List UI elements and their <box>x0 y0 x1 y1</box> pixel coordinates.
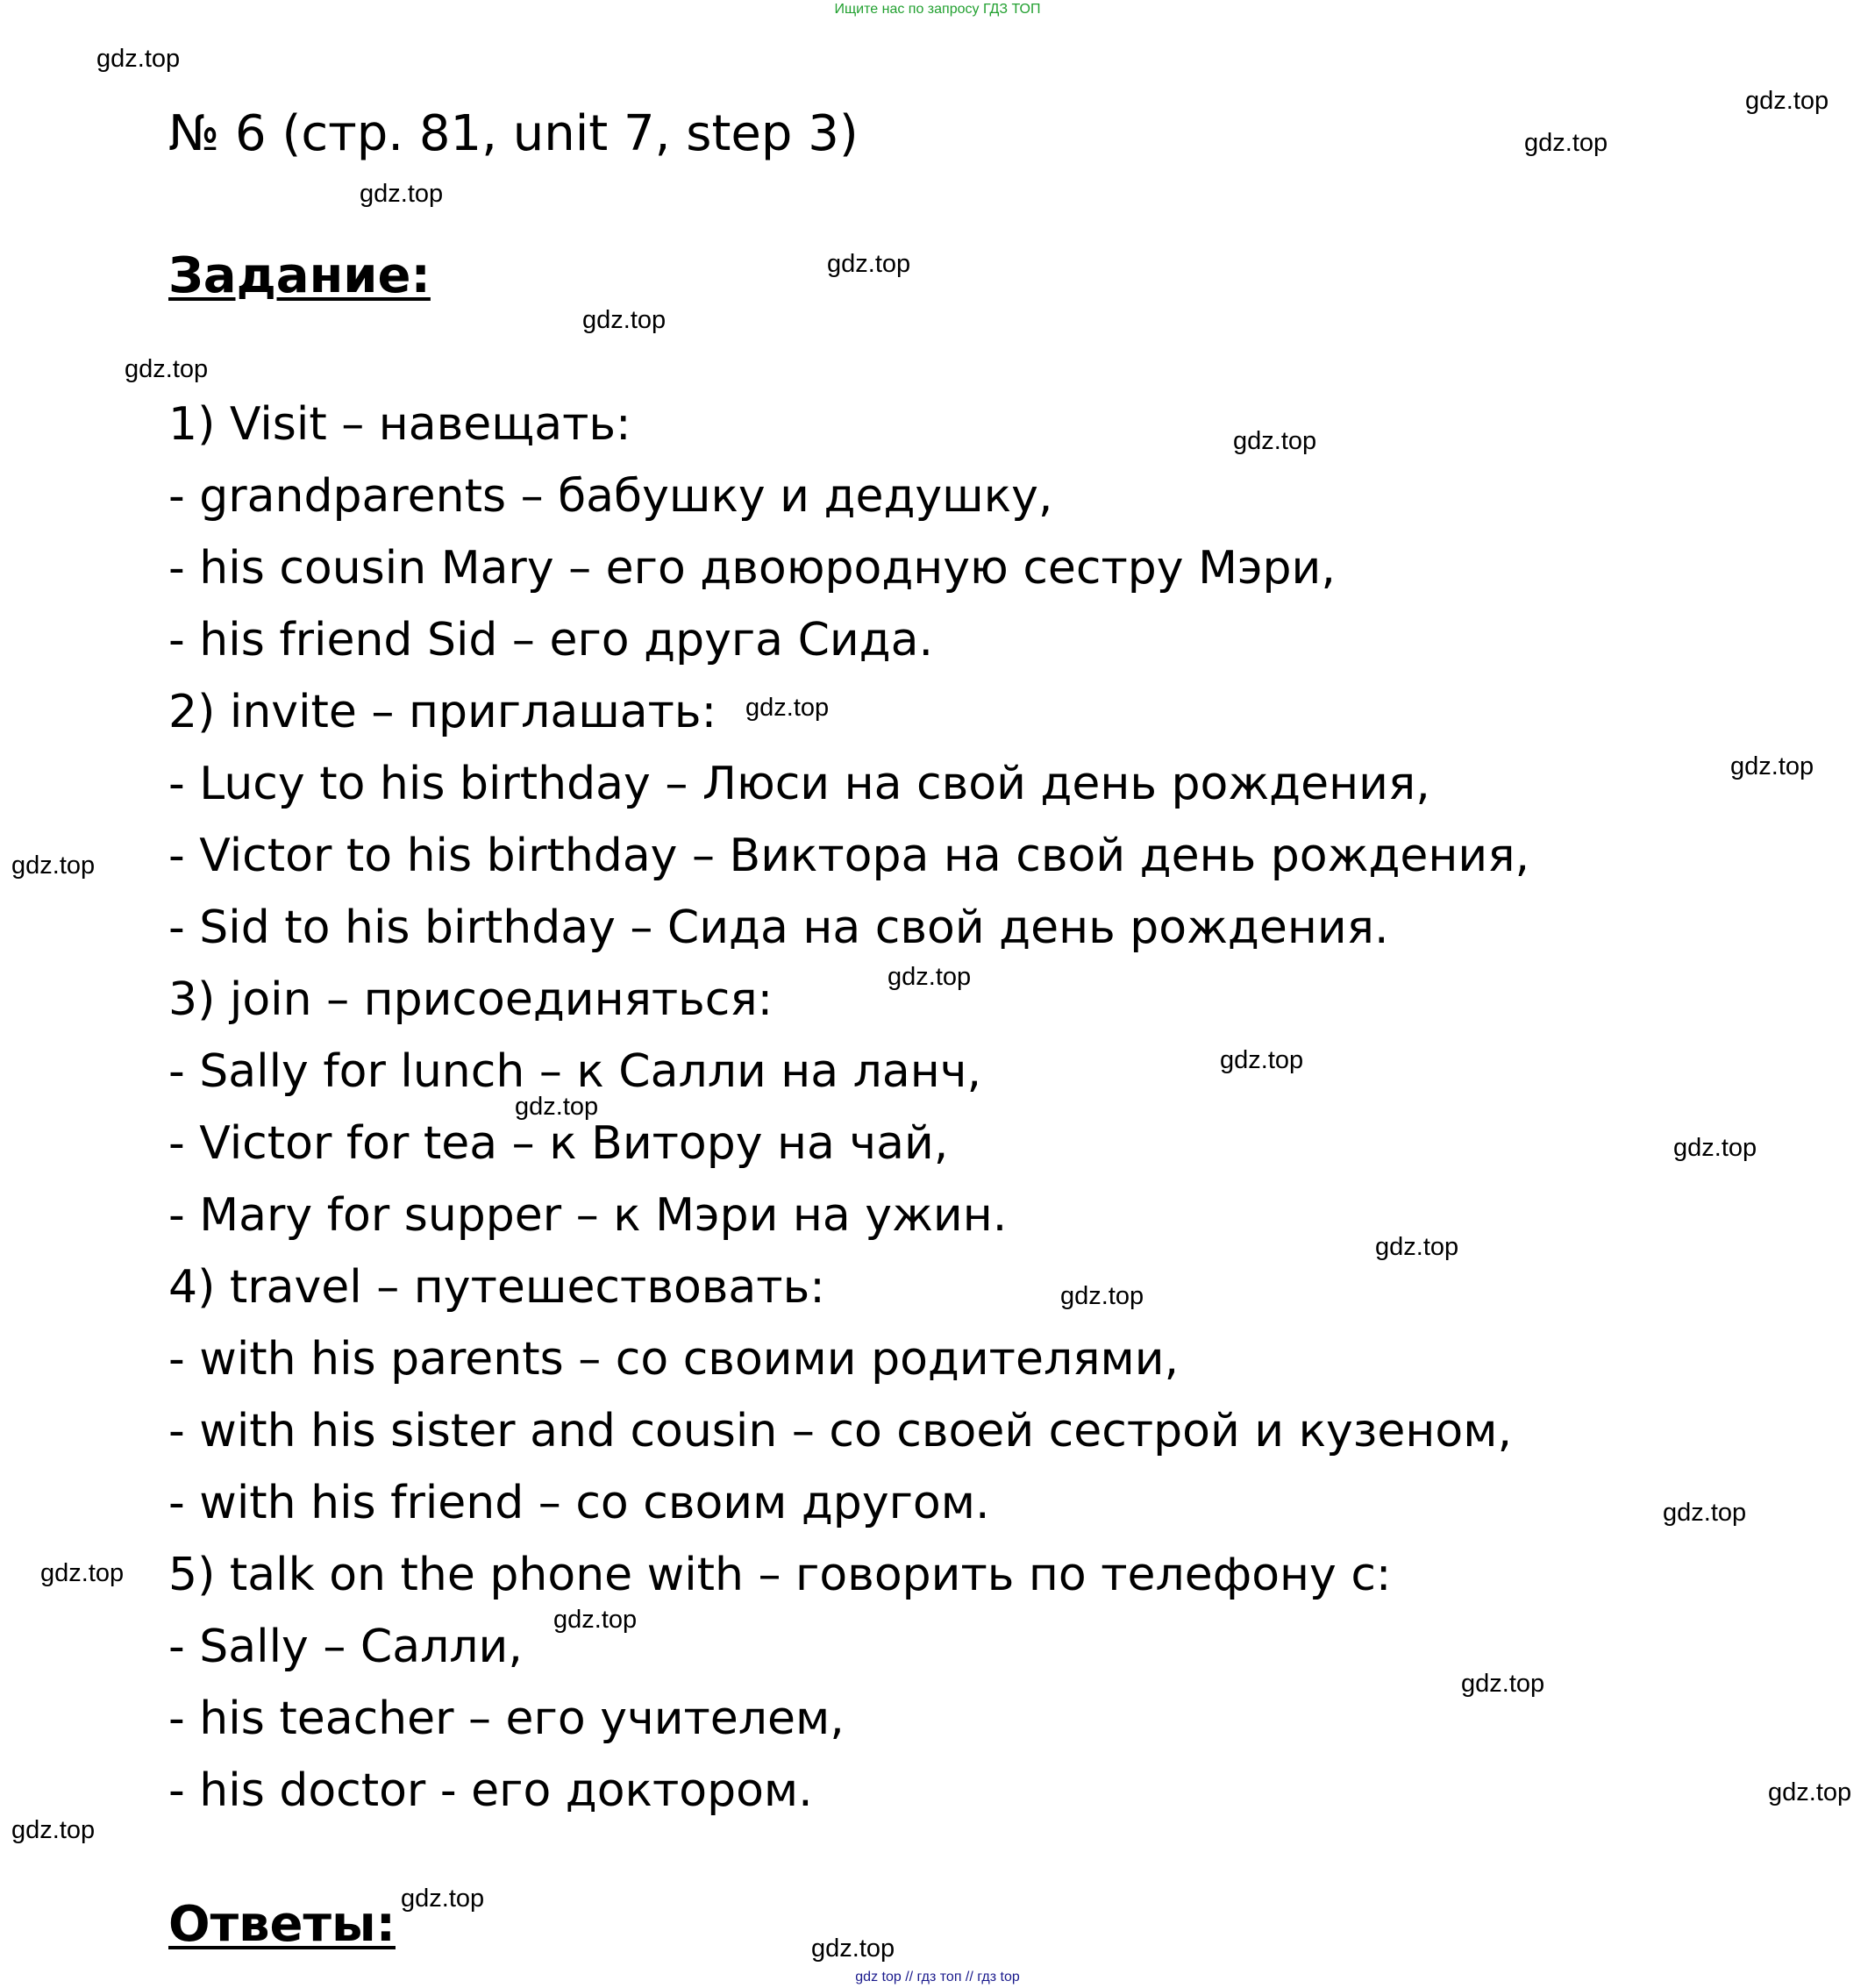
watermark: gdz.top <box>1673 1134 1757 1162</box>
task-heading: Задание: <box>168 247 431 304</box>
watermark: gdz.top <box>827 250 911 278</box>
watermark: gdz.top <box>360 180 444 208</box>
watermark: gdz.top <box>40 1559 125 1587</box>
list-item: - with his friend – со своим другом. <box>168 1477 990 1529</box>
list-item: - Sid to his birthday – Сида на свой день рождения. <box>168 901 1389 954</box>
watermark: gdz.top <box>745 694 830 722</box>
list-item: - Sally – Салли, <box>168 1621 523 1673</box>
watermark: gdz.top <box>96 45 181 73</box>
list-item: - Lucy to his birthday – Люси на свой день рождения, <box>168 758 1430 810</box>
watermark: gdz.top <box>1524 129 1608 157</box>
watermark: gdz.top <box>125 355 209 383</box>
list-item: - his doctor - его доктором. <box>168 1764 813 1817</box>
top-banner: Ищите нас по запросу ГДЗ ТОП <box>834 2 1041 17</box>
watermark: gdz.top <box>888 963 972 991</box>
list-item: - Victor for tea – к Витору на чай, <box>168 1117 949 1170</box>
watermark: gdz.top <box>811 1935 895 1963</box>
watermark: gdz.top <box>582 306 667 334</box>
watermark: gdz.top <box>1461 1670 1545 1698</box>
watermark: gdz.top <box>515 1093 599 1121</box>
list-item: - with his parents – со своими родителями, <box>168 1333 1180 1386</box>
watermark: gdz.top <box>1730 752 1814 780</box>
list-item: 3) join – присоединяться: <box>168 973 774 1026</box>
watermark: gdz.top <box>1663 1499 1747 1527</box>
list-item: 2) invite – приглашать: <box>168 686 717 738</box>
list-item: - Victor to his birthday – Виктора на свой день рождения, <box>168 830 1530 882</box>
task-content <box>168 388 1529 1827</box>
watermark: gdz.top <box>1220 1046 1304 1074</box>
bottom-banner: gdz top // гдз топ // гдз top <box>855 1970 1020 1984</box>
watermark: gdz.top <box>1060 1282 1144 1310</box>
watermark: gdz.top <box>1768 1778 1852 1806</box>
list-item: 4) travel – путешествовать: <box>168 1261 825 1314</box>
list-item: 1) Visit – навещать: <box>168 398 631 451</box>
watermark: gdz.top <box>401 1885 485 1913</box>
list-item: - with his sister and cousin – со своей сестрой и кузеном, <box>168 1405 1512 1457</box>
list-item: - Mary for supper – к Мэри на ужин. <box>168 1189 1008 1242</box>
answers-heading: Ответы: <box>168 1896 396 1953</box>
list-item: - his teacher – его учителем, <box>168 1692 845 1745</box>
page-title: № 6 (стр. 81, unit 7, step 3) <box>168 105 859 162</box>
list-item: - his cousin Mary – его двоюродную сестру Мэри, <box>168 542 1336 595</box>
watermark: gdz.top <box>1375 1233 1459 1261</box>
list-item: - grandparents – бабушку и дедушку, <box>168 470 1053 523</box>
watermark: gdz.top <box>1233 427 1317 455</box>
watermark: gdz.top <box>1745 87 1829 115</box>
watermark: gdz.top <box>553 1606 638 1634</box>
list-item: 5) talk on the phone with – говорить по телефону с: <box>168 1549 1392 1601</box>
list-item: - his friend Sid – его друга Сида. <box>168 614 934 666</box>
list-item: - Sally for lunch – к Салли на ланч, <box>168 1045 982 1098</box>
watermark: gdz.top <box>11 851 96 880</box>
watermark: gdz.top <box>11 1816 96 1844</box>
